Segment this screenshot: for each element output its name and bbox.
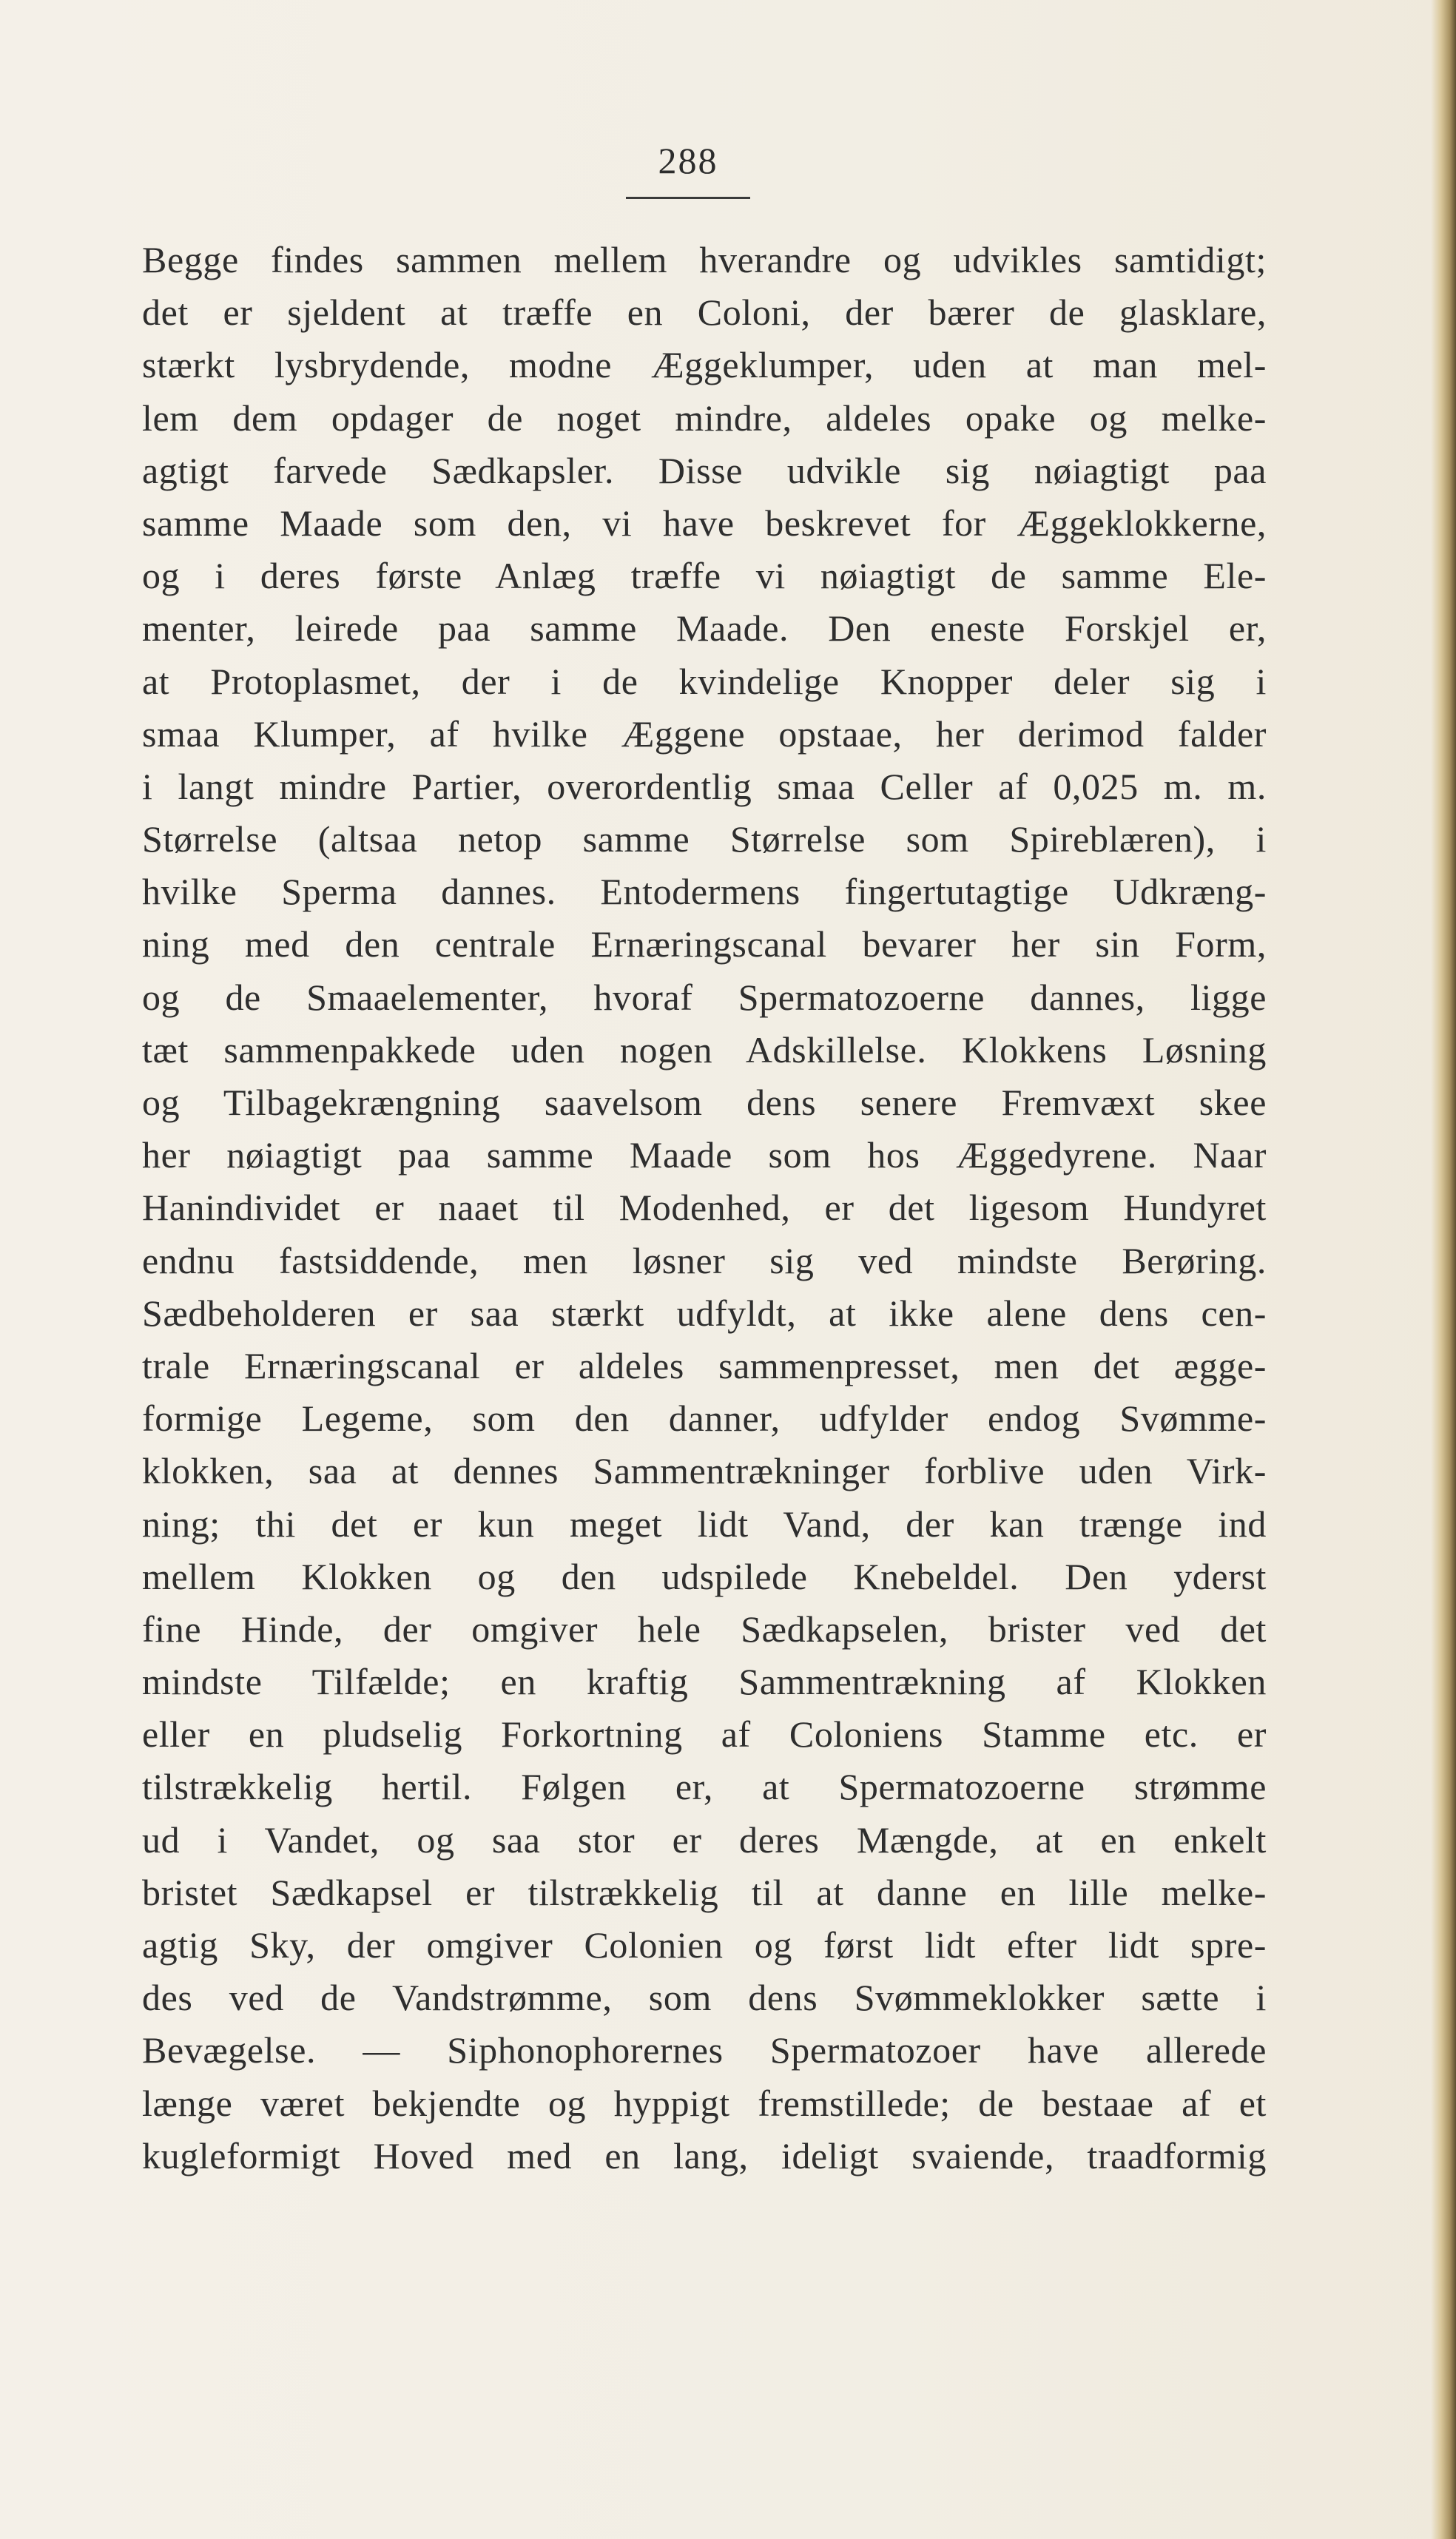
body-text [142, 234, 1267, 2182]
text-line: det er sjeldent at træffe en Coloni, der bærer de glasklare, [142, 291, 1267, 334]
text-line: Størrelse (altsaa netop samme Størrelse som Spireblæren), i [142, 818, 1267, 860]
text-line: hvilke Sperma dannes. Entodermens fingertutagtige Udkræng- [142, 871, 1267, 913]
text-line: Begge findes sammen mellem hverandre og udvikles samtidigt; [142, 239, 1267, 280]
text-line: ning med den centrale Ernæringscanal bevarer her sin Form, [142, 923, 1267, 965]
text-line: des ved de Vandstrømme, som dens Svømmeklokker sætte i [142, 1977, 1267, 2019]
text-line: Bevægelse. — Siphonophorernes Spermatozoer have allerede [142, 2029, 1267, 2071]
page-number-rule [626, 197, 750, 199]
text-line: lem dem opdager de noget mindre, aldeles opake og melke- [142, 397, 1267, 439]
text-line: samme Maade som den, vi have beskrevet for Æggeklokkerne, [142, 502, 1267, 544]
text-line: tæt sammenpakkede uden nogen Adskillelse. Klokkens Løsning [142, 1028, 1267, 1070]
text-line: og Tilbagekrængning saavelsom dens senere Fremvæxt skee [142, 1082, 1267, 1123]
page-binding-edge [1431, 0, 1456, 2539]
text-line: bristet Sædkapsel er tilstrækkelig til at danne en lille melke- [142, 1871, 1267, 1913]
text-line: formige Legeme, som den danner, udfylder endog Svømme- [142, 1397, 1267, 1440]
text-line: stærkt lysbrydende, modne Æggeklumper, uden at man mel- [142, 344, 1267, 386]
text-line: Hanindividet er naaet til Modenhed, er det ligesom Hundyret [142, 1187, 1267, 1229]
text-line: ud i Vandet, og saa stor er deres Mængde, at en enkelt [142, 1818, 1267, 1861]
text-line: kugleformigt Hoved med en lang, ideligt svaiende, traadformig [142, 2134, 1267, 2176]
text-line: her nøiagtigt paa samme Maade som hos Æggedyrene. Naar [142, 1134, 1267, 1176]
text-line: mindste Tilfælde; en kraftig Sammentrækning af Klokken [142, 1661, 1267, 1703]
text-line: og i deres første Anlæg træffe vi nøiagtigt de samme Ele- [142, 555, 1267, 597]
text-line: smaa Klumper, af hvilke Æggene opstaae, her derimod falder [142, 712, 1267, 755]
text-line: tilstrækkelig hertil. Følgen er, at Spermatozoerne strømme [142, 1766, 1267, 1808]
page-number: 288 [658, 140, 718, 181]
text-line: agtig Sky, der omgiver Colonien og først lidt efter lidt spre- [142, 1924, 1267, 1966]
text-line: fine Hinde, der omgiver hele Sædkapselen, brister ved det [142, 1608, 1267, 1650]
text-line: klokken, saa at dennes Sammentrækninger forblive uden Virk- [142, 1450, 1267, 1492]
text-line: endnu fastsiddende, men løsner sig ved mindste Berøring. [142, 1239, 1267, 1281]
text-line: mellem Klokken og den udspilede Knebeldel. Den yderst [142, 1555, 1267, 1597]
text-line: agtigt farvede Sædkapsler. Disse udvikle sig nøiagtigt paa [142, 449, 1267, 491]
text-line: eller en pludselig Forkortning af Coloniens Stamme etc. er [142, 1713, 1267, 1756]
text-line: trale Ernæringscanal er aldeles sammenpresset, men det ægge- [142, 1344, 1267, 1386]
text-line: Sædbeholderen er saa stærkt udfyldt, at ikke alene dens cen- [142, 1292, 1267, 1334]
text-line: at Protoplasmet, der i de kvindelige Knopper deler sig i [142, 660, 1267, 702]
text-line: i langt mindre Partier, overordentlig smaa Celler af 0,025 m. m. [142, 765, 1267, 807]
text-line: ning; thi det er kun meget lidt Vand, der kan trænge ind [142, 1503, 1267, 1545]
text-line: længe været bekjendte og hyppigt fremstillede; de bestaae af et [142, 2082, 1267, 2124]
text-line: og de Smaaelementer, hvoraf Spermatozoerne dannes, ligge [142, 976, 1267, 1018]
text-line: menter, leirede paa samme Maade. Den eneste Forskjel er, [142, 607, 1267, 650]
